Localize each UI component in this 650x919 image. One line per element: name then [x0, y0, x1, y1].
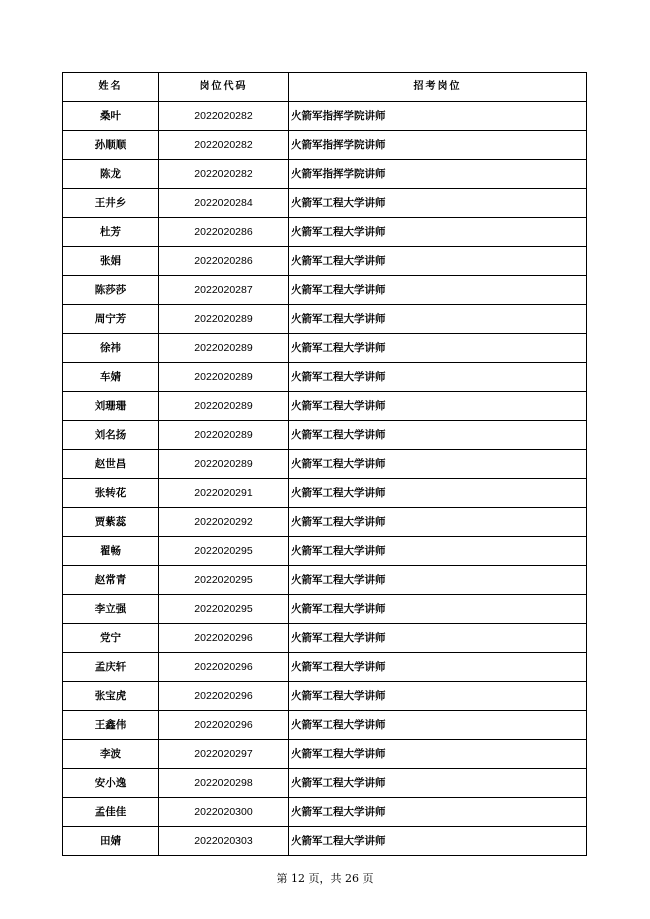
cell-post: 火箭军指挥学院讲师: [289, 160, 587, 189]
table-row: [63, 450, 587, 479]
table-row: [63, 798, 587, 827]
cell-post: 火箭军指挥学院讲师: [289, 131, 587, 160]
cell-name: 李波: [63, 740, 159, 769]
cell-post: 火箭军工程大学讲师: [289, 711, 587, 740]
cell-code: 2022020300: [159, 798, 289, 827]
table-row: [63, 247, 587, 276]
table-row: [63, 624, 587, 653]
table-row: [63, 421, 587, 450]
cell-name: 贾紫蕊: [63, 508, 159, 537]
cell-post: 火箭军工程大学讲师: [289, 334, 587, 363]
table-row: [63, 595, 587, 624]
cell-name: 张宝虎: [63, 682, 159, 711]
table-row: [63, 769, 587, 798]
cell-name: 刘珊珊: [63, 392, 159, 421]
header-post: 招考岗位: [289, 73, 587, 102]
cell-name: 田婧: [63, 827, 159, 856]
cell-post: 火箭军工程大学讲师: [289, 566, 587, 595]
table-row: [63, 827, 587, 856]
cell-post: 火箭军工程大学讲师: [289, 682, 587, 711]
table-row: [63, 566, 587, 595]
cell-code: 2022020289: [159, 363, 289, 392]
cell-code: 2022020289: [159, 450, 289, 479]
cell-code: 2022020286: [159, 218, 289, 247]
table-body: [63, 102, 587, 856]
cell-name: 陈龙: [63, 160, 159, 189]
cell-name: 党宁: [63, 624, 159, 653]
cell-name: 周宁芳: [63, 305, 159, 334]
header-name: 姓名: [63, 73, 159, 102]
cell-post: 火箭军工程大学讲师: [289, 827, 587, 856]
cell-post: 火箭军工程大学讲师: [289, 740, 587, 769]
cell-post: 火箭军工程大学讲师: [289, 479, 587, 508]
table-row: [63, 653, 587, 682]
cell-name: 徐祎: [63, 334, 159, 363]
table-row: [63, 102, 587, 131]
cell-post: 火箭军工程大学讲师: [289, 769, 587, 798]
table-header: [63, 73, 587, 102]
cell-name: 刘名扬: [63, 421, 159, 450]
table-row: [63, 682, 587, 711]
table-row: [63, 131, 587, 160]
cell-name: 杜芳: [63, 218, 159, 247]
table-row: [63, 218, 587, 247]
cell-code: 2022020289: [159, 392, 289, 421]
header-row: [63, 73, 587, 102]
cell-code: 2022020291: [159, 479, 289, 508]
table-row: [63, 479, 587, 508]
cell-code: 2022020282: [159, 102, 289, 131]
cell-name: 王井乡: [63, 189, 159, 218]
cell-post: 火箭军工程大学讲师: [289, 798, 587, 827]
cell-code: 2022020295: [159, 595, 289, 624]
cell-name: 桑叶: [63, 102, 159, 131]
cell-code: 2022020296: [159, 653, 289, 682]
cell-post: 火箭军工程大学讲师: [289, 305, 587, 334]
cell-post: 火箭军工程大学讲师: [289, 595, 587, 624]
cell-name: 赵常青: [63, 566, 159, 595]
cell-name: 王鑫伟: [63, 711, 159, 740]
table-row: [63, 363, 587, 392]
table-row: [63, 508, 587, 537]
page-number: 第 12 页，共 26 页: [276, 872, 374, 885]
table-row: [63, 189, 587, 218]
cell-post: 火箭军工程大学讲师: [289, 653, 587, 682]
cell-code: 2022020296: [159, 711, 289, 740]
cell-code: 2022020295: [159, 537, 289, 566]
cell-name: 孟庆轩: [63, 653, 159, 682]
cell-post: 火箭军工程大学讲师: [289, 624, 587, 653]
cell-post: 火箭军工程大学讲师: [289, 392, 587, 421]
cell-name: 张娟: [63, 247, 159, 276]
cell-post: 火箭军工程大学讲师: [289, 276, 587, 305]
cell-post: 火箭军工程大学讲师: [289, 218, 587, 247]
table-row: [63, 740, 587, 769]
cell-code: 2022020289: [159, 305, 289, 334]
cell-name: 翟畅: [63, 537, 159, 566]
cell-code: 2022020284: [159, 189, 289, 218]
cell-post: 火箭军工程大学讲师: [289, 450, 587, 479]
cell-post: 火箭军工程大学讲师: [289, 363, 587, 392]
cell-name: 陈莎莎: [63, 276, 159, 305]
cell-code: 2022020295: [159, 566, 289, 595]
cell-code: 2022020289: [159, 334, 289, 363]
table-row: [63, 334, 587, 363]
cell-name: 李立强: [63, 595, 159, 624]
cell-post: 火箭军工程大学讲师: [289, 247, 587, 276]
table-row: [63, 276, 587, 305]
header-code: 岗位代码: [159, 73, 289, 102]
table-row: [63, 711, 587, 740]
cell-code: 2022020292: [159, 508, 289, 537]
cell-code: 2022020289: [159, 421, 289, 450]
candidate-table: [62, 72, 587, 856]
cell-post: 火箭军工程大学讲师: [289, 537, 587, 566]
cell-name: 安小逸: [63, 769, 159, 798]
table-row: [63, 392, 587, 421]
cell-name: 张转花: [63, 479, 159, 508]
table-row: [63, 160, 587, 189]
table-row: [63, 305, 587, 334]
cell-code: 2022020296: [159, 682, 289, 711]
cell-name: 赵世昌: [63, 450, 159, 479]
cell-name: 孟佳佳: [63, 798, 159, 827]
cell-code: 2022020286: [159, 247, 289, 276]
cell-post: 火箭军工程大学讲师: [289, 189, 587, 218]
cell-code: 2022020282: [159, 160, 289, 189]
cell-code: 2022020282: [159, 131, 289, 160]
cell-post: 火箭军指挥学院讲师: [289, 102, 587, 131]
table-row: [63, 537, 587, 566]
cell-code: 2022020296: [159, 624, 289, 653]
cell-name: 孙顺顺: [63, 131, 159, 160]
cell-post: 火箭军工程大学讲师: [289, 421, 587, 450]
cell-name: 车婧: [63, 363, 159, 392]
cell-code: 2022020287: [159, 276, 289, 305]
cell-code: 2022020298: [159, 769, 289, 798]
cell-post: 火箭军工程大学讲师: [289, 508, 587, 537]
cell-code: 2022020303: [159, 827, 289, 856]
cell-code: 2022020297: [159, 740, 289, 769]
